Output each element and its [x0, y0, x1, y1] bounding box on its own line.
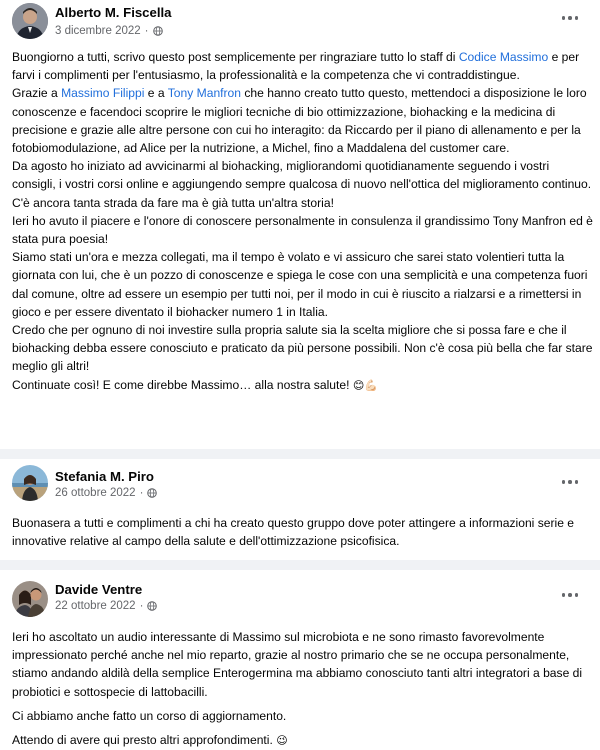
post-paragraph [12, 628, 594, 701]
more-options-icon[interactable] [562, 480, 579, 484]
post-paragraph [12, 248, 594, 321]
post-body [12, 628, 594, 750]
post-text: che hanno creato tutto questo, mettendoci a disposizione le loro conoscenze e facendoci scoprire le migliori tecniche di bio ottimizzazione, biohacking e la medicina di precisione e grazie alle altre persone con cui ho interagito: da Riccardo per il piano di allenamento e per la fotobiomodulazione, ad Alice per la nutrizione, a Michel, fino a Maddalena del customer care. [12, 86, 587, 156]
post-meta [55, 25, 163, 37]
post-paragraph [12, 321, 594, 376]
post-body [12, 514, 594, 550]
post-paragraph [12, 731, 594, 750]
post-separator [0, 560, 600, 570]
meta-separator: · [139, 487, 144, 499]
mention-link[interactable]: Massimo Filippi [61, 86, 145, 101]
mention-link[interactable]: Codice Massimo [458, 50, 549, 64]
post-text: Credo che per ognuno di noi investire sulla propria salute sia la scelta migliore che si possa fare e che il biohacking debba essere conosciuto e praticato da più persone possibili. Non c'è cosa più bella che far stare meglio gli altri! [12, 323, 593, 374]
post-body [12, 48, 594, 395]
post-text: e a [144, 86, 168, 101]
emoji: 😉 [276, 734, 288, 748]
post-text: Siamo stati un'ora e mezza collegati, ma il tempo è volato e vi assicuro che sarei stato volentieri tutta la giornata con lui, che è un pozzo di conoscenze e spiega le cose con una semplicità e una competenza fuori dal comune, oltre ad essere un esempio per tutti noi, per il modo in cui è riuscito a rialzarsi e a rimettersi in gioco e per essere diventato il biohacker numero 1 in Italia. [12, 250, 588, 319]
more-options-icon[interactable] [562, 593, 579, 597]
post-text: Ieri ho ascoltato un audio interessante di Massimo sul microbiota e ne sono rimasto favorevolmente impressionato perché anche nel mio reparto, grazie al nostro primario che se ne occupa personalmente, stiamo andando aldilà della semplice Enterogermina ma abbiamo conosciuto tanti altri integratori a base di probiotici e sottospecie di lattobacilli. [12, 630, 583, 699]
post-date[interactable]: 3 dicembre 2022 [55, 25, 141, 37]
post-text: Grazie a [12, 86, 62, 101]
meta-separator: · [144, 25, 149, 37]
globe-icon[interactable] [147, 488, 157, 498]
post-date[interactable]: 22 ottobre 2022 [55, 600, 136, 612]
post-paragraph [12, 212, 594, 248]
post-paragraph [12, 157, 594, 212]
post-text: Da agosto ho iniziato ad avvicinarmi al biohacking, migliorandomi quotidianamente seguendo i vostri consigli, i vostri corsi online e aggiungendo sempre qualcosa di nuovo nell'ottica del miglioramento continuo. C'è ancora tanta strada da fare ma è già tutta un'altra storia! [12, 159, 592, 210]
post-separator [0, 449, 600, 459]
post-paragraph [12, 376, 594, 395]
post-text: Buongiorno a tutti, scrivo questo post semplicemente per ringraziare tutto lo staff di [12, 50, 459, 64]
post-date[interactable]: 26 ottobre 2022 [55, 487, 136, 499]
post-paragraph [12, 84, 594, 157]
meta-separator: · [139, 600, 144, 612]
author-name[interactable]: Alberto M. Fiscella [55, 5, 172, 20]
post-meta [55, 600, 157, 612]
mention-link[interactable]: Tony Manfron [167, 86, 242, 101]
post-paragraph [12, 514, 594, 550]
author-name[interactable]: Stefania M. Piro [55, 469, 154, 484]
author-name[interactable]: Davide Ventre [55, 582, 143, 597]
post-meta [55, 487, 157, 499]
post-paragraph [12, 707, 594, 725]
post-text: e per farvi i complimenti per l'entusiasmo, la professionalità e la competenza che vi contraddistingue. [12, 50, 580, 83]
more-options-icon[interactable] [562, 16, 579, 20]
globe-icon[interactable] [153, 26, 163, 36]
post-text: Ieri ho avuto il piacere e l'onore di conoscere personalmente in consulenza il grandissimo Tony Manfron ed è stata pura poesia! [12, 213, 593, 247]
emoji: 😊💪🏻 [352, 378, 378, 392]
post-text: Ci abbiamo anche fatto un corso di aggiornamento. [12, 708, 287, 723]
post-text: Continuate così! E come direbbe Massimo… alla nostra salute! [12, 377, 353, 392]
avatar[interactable] [12, 581, 48, 617]
globe-icon[interactable] [147, 601, 157, 611]
avatar[interactable] [12, 3, 48, 39]
post-paragraph [12, 48, 594, 84]
avatar[interactable] [12, 465, 48, 501]
post-text: Attendo di avere qui presto altri approfondimenti. [12, 733, 277, 748]
post-text: Buonasera a tutti e complimenti a chi ha creato questo gruppo dove poter attingere a informazioni serie e innovative relative al campo della salute e dell'ottimizzazione psicofisica. [12, 516, 575, 549]
